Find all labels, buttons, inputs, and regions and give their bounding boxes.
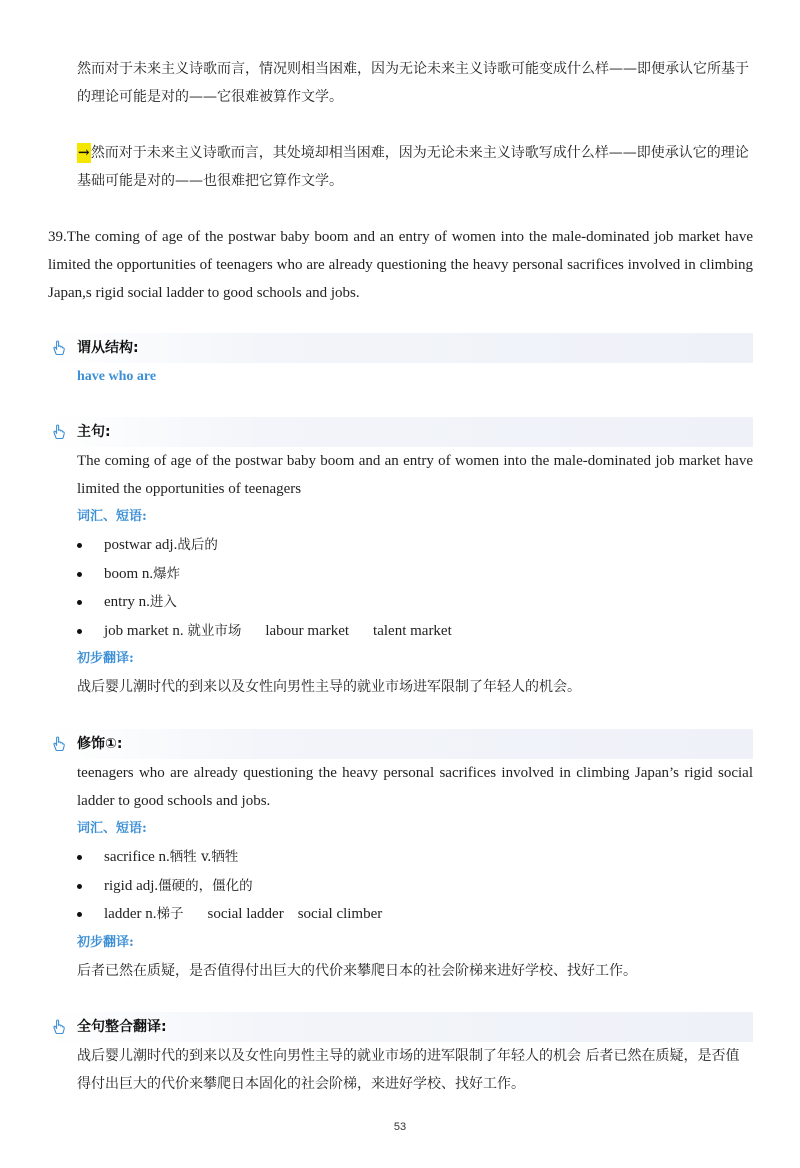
bullet-icon [77,912,82,917]
full-translation-section [48,1012,753,1098]
intro-paragraph-1: 然而对于未来主义诗歌而言，情况则相当困难，因为无论未来主义诗歌可能变成什么样——即便承认它所基于的理论可能是对的——它很难被算作文学。 [77,61,749,105]
main-clause-title: 主句: [77,424,111,440]
vocab-item: sacrifice n.牺牲 v.牺牲 [77,843,753,872]
intro-paragraph-2 [77,139,753,195]
vocab-list [77,843,753,929]
translation-label: 初步翻译: [77,651,134,667]
intro-paragraph-2-text: 然而对于未来主义诗歌而言，其处境却相当困难，因为无论未来主义诗歌写成什么样——即使承认它的理论基础可能是对的——也很难把它算作文学。 [77,145,749,189]
vocab-list [77,531,753,645]
vocab-label: 词汇、短语: [77,509,147,524]
question-sentence: 39.The coming of age of the postwar baby boom and an entry of women into the male-dominated job market have limited the opportunities of teenagers who are already questioning the heavy personal sacrifices involved in climbing Japan,s rigid social ladder to good schools and jobs. [48,229,753,301]
modifier-title: 修饰①: [77,736,123,752]
vocab-item: ladder n.梯子 social ladder social climber [77,900,753,929]
bullet-icon [77,572,82,577]
vocab-label: 词汇、短语: [77,821,147,836]
full-translation-text: 战后婴儿潮时代的到来以及女性向男性主导的就业市场的进军限制了年轻人的机会 后者已然在质疑，是否值得付出巨大的代价来攀爬日本固化的社会阶梯，来进好学校、找好工作。 [77,1048,740,1092]
translation-label: 初步翻译: [77,934,134,950]
main-clause-body [77,447,753,701]
bullet-icon [77,600,82,605]
predicate-section [48,333,753,391]
modifier-section [48,729,753,985]
main-clause-header [48,417,753,447]
bullet-icon [77,543,82,548]
predicate-title: 谓从结构: [77,340,139,356]
pointing-hand-icon [50,735,68,753]
pointing-hand-icon [50,1018,68,1036]
predicate-body [77,363,753,391]
main-clause-translation: 战后婴儿潮时代的到来以及女性向男性主导的就业市场进军限制了年轻人的机会。 [77,679,581,696]
pointing-hand-icon [50,339,68,357]
vocab-item: job market n. 就业市场 labour market talent market [77,617,753,646]
modifier-header [48,729,753,759]
vocab-item: postwar adj.战后的 [77,531,753,560]
main-clause-section [48,417,753,701]
arrow-icon: → [78,145,90,161]
full-translation-body [77,1042,753,1098]
full-translation-header [48,1012,753,1042]
vocab-item: entry n.进入 [77,588,753,617]
vocab-item: boom n.爆炸 [77,560,753,589]
page-number: 53 [393,1121,407,1133]
modifier-translation: 后者已然在质疑，是否值得付出巨大的代价来攀爬日本的社会阶梯来进好学校、找好工作。 [77,962,637,979]
modifier-text: teenagers who are already questioning the heavy personal sacrifices involved in climbing Japan’s rigid social ladder to good schools and jobs. [77,765,753,809]
modifier-body [77,759,753,985]
main-clause-text: The coming of age of the postwar baby boom and an entry of women into the male-dominated job market have limited the opportunities of teenagers [77,453,753,497]
pointing-hand-icon [50,423,68,441]
bullet-icon [77,884,82,889]
bullet-icon [77,629,82,634]
predicate-header [48,333,753,363]
full-translation-title: 全句整合翻译: [77,1019,167,1035]
bullet-icon [77,855,82,860]
vocab-item: rigid adj.僵硬的，僵化的 [77,872,753,901]
predicate-value: have who are [77,369,157,384]
